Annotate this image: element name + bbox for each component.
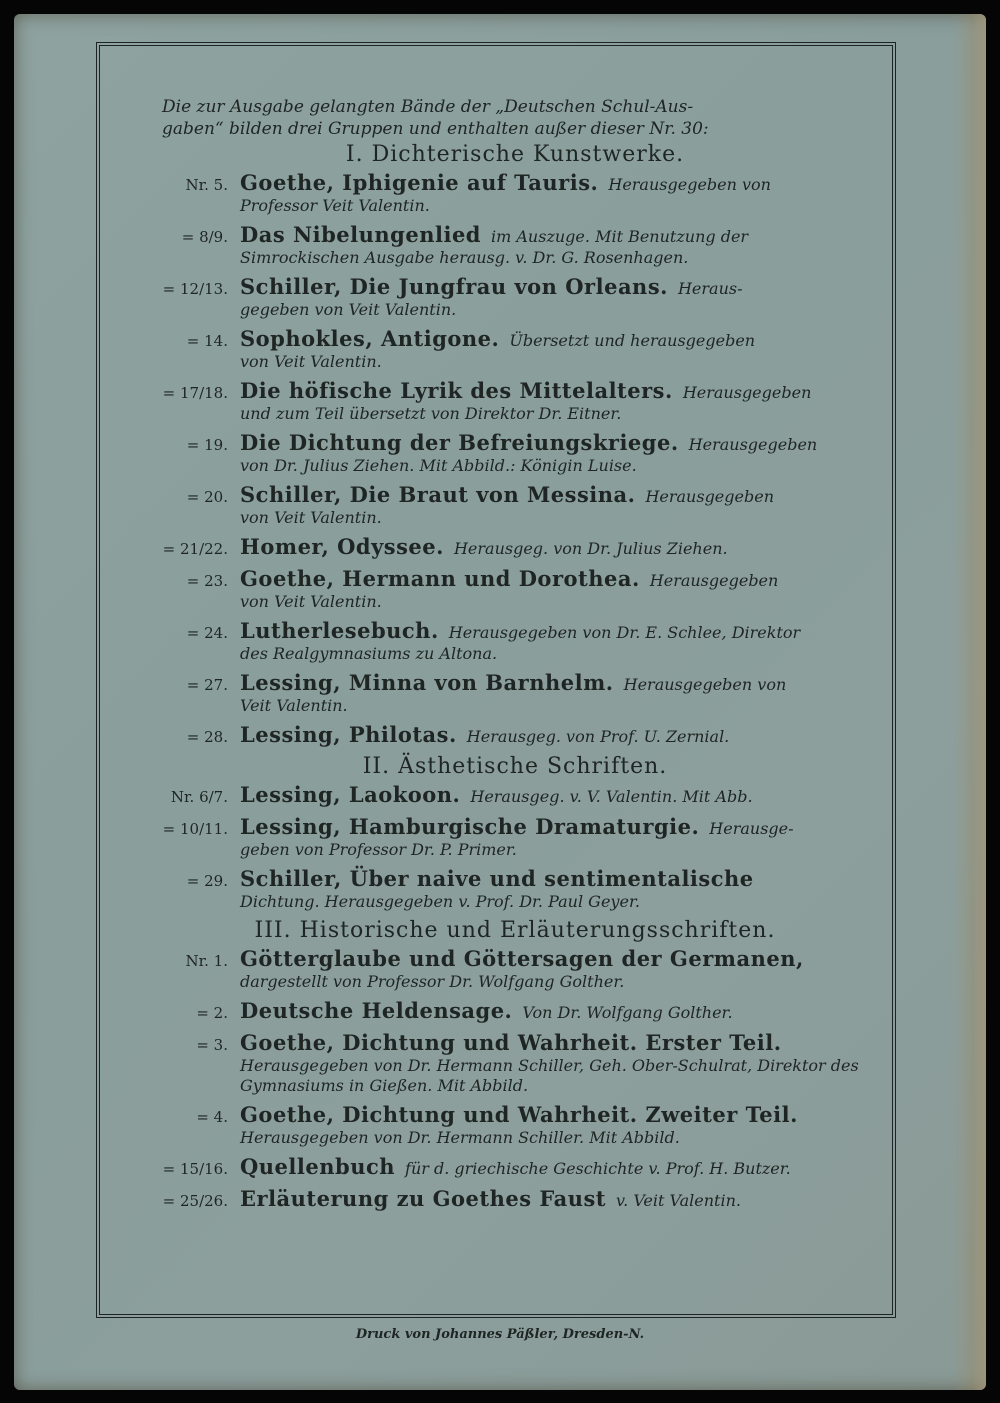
volume-title: Schiller, Die Jungfrau von Orleans. <box>240 274 668 299</box>
volume-title: Die höfische Lyrik des Mittelalters. <box>240 378 673 403</box>
catalogue-entry <box>150 1188 880 1212</box>
volume-description-continued: geben von Professor Dr. P. Primer. <box>240 840 517 859</box>
catalogue-entry <box>150 620 880 664</box>
volume-number: = 21/22. <box>162 540 228 558</box>
volume-title: Goethe, Dichtung und Wahrheit. Erster Teil. <box>240 1030 782 1055</box>
volume-number: = 2. <box>196 1004 228 1022</box>
volume-number: = 8/9. <box>181 228 228 246</box>
volume-description-continued: und zum Teil übersetzt von Direktor Dr. Eitner. <box>240 404 622 423</box>
volume-description: Herausgegeben <box>688 435 818 454</box>
volume-description-continued: gegeben von Veit Valentin. <box>240 300 457 319</box>
volume-title: Götterglaube und Göttersagen der Germanen, <box>240 946 804 971</box>
volume-description: v. Veit Valentin. <box>616 1191 741 1210</box>
volume-description-continued: Herausgegeben von Dr. Hermann Schiller. Mit Abbild. <box>240 1128 680 1147</box>
catalogue-entry <box>150 224 880 268</box>
volume-description: Heraus- <box>677 279 743 298</box>
entry-first-line <box>150 484 880 508</box>
volume-number: = 12/13. <box>162 280 228 298</box>
volume-title: Das Nibelungenlied <box>240 222 481 247</box>
volume-description: Von Dr. Wolfgang Golther. <box>522 1003 733 1022</box>
entry-first-line <box>150 536 880 560</box>
printer-imprint: Druck von Johannes Päßler, Dresden-N. <box>355 1327 645 1342</box>
volume-description-continued: von Veit Valentin. <box>240 352 382 371</box>
volume-title: Goethe, Dichtung und Wahrheit. Zweiter Teil. <box>240 1102 798 1127</box>
catalogue-entry <box>150 276 880 320</box>
catalogue-entry <box>150 672 880 716</box>
volume-number: = 17/18. <box>162 384 228 402</box>
volume-description: Herausgegeben von <box>608 175 771 194</box>
volume-title: Deutsche Heldensage. <box>240 998 513 1023</box>
entry-first-line <box>150 224 880 248</box>
catalogue-entry <box>150 1032 880 1096</box>
catalogue-entry <box>150 724 880 748</box>
entry-first-line <box>150 1032 880 1056</box>
volume-title: Goethe, Hermann und Dorothea. <box>240 566 640 591</box>
volume-number: = 29. <box>186 872 228 890</box>
catalogue-entry <box>150 816 880 860</box>
catalogue-entry <box>150 432 880 476</box>
volume-description-continued: des Realgymnasiums zu Altona. <box>240 644 498 663</box>
volume-description-continued: von Veit Valentin. <box>240 592 382 611</box>
volume-number: = 24. <box>186 624 228 642</box>
intro-line-1: Die zur Ausgabe gelangten Bände der „Deutschen Schul-Aus- <box>162 97 694 117</box>
volume-description-continued: von Veit Valentin. <box>240 508 382 527</box>
entry-first-line <box>150 672 880 696</box>
volume-number: = 15/16. <box>162 1160 228 1178</box>
volume-number: Nr. 6/7. <box>170 788 228 806</box>
catalogue-entry <box>150 784 880 808</box>
volume-description-continued: Dichtung. Herausgegeben v. Prof. Dr. Paul Geyer. <box>240 892 640 911</box>
volume-description: Herausgegeben <box>649 571 779 590</box>
entry-first-line <box>150 868 880 892</box>
volume-number: = 27. <box>186 676 228 694</box>
volume-title: Lutherlesebuch. <box>240 618 439 643</box>
catalogue-entry <box>150 1104 880 1148</box>
intro-paragraph <box>162 96 880 140</box>
catalogue-entry <box>150 172 880 216</box>
volume-title: Erläuterung zu Goethes Faust <box>240 1186 607 1211</box>
volume-title: Lessing, Laokoon. <box>240 782 461 807</box>
volume-number: = 4. <box>196 1108 228 1126</box>
entry-first-line <box>150 724 880 748</box>
catalogue-entry <box>150 328 880 372</box>
entry-first-line <box>150 1188 880 1212</box>
catalogue-entry <box>150 536 880 560</box>
catalogue-entry <box>150 1000 880 1024</box>
catalogue-entry <box>150 1156 880 1180</box>
volume-description: Herausgegeben <box>645 487 774 506</box>
volume-title: Sophokles, Antigone. <box>240 326 500 351</box>
volume-description-continued: dargestellt von Professor Dr. Wolfgang Golther. <box>240 972 625 991</box>
volume-description: Herausge- <box>709 819 794 838</box>
entry-first-line <box>150 568 880 592</box>
entry-first-line <box>150 1104 880 1128</box>
catalogue-entry <box>150 484 880 528</box>
volume-description: Herausgegeben von <box>623 675 787 694</box>
entry-first-line <box>150 432 880 456</box>
entry-first-line <box>150 816 880 840</box>
volume-title: Die Dichtung der Befreiungskriege. <box>240 430 679 455</box>
catalogue-entry <box>150 868 880 912</box>
entry-first-line <box>150 1000 880 1024</box>
volume-description: Übersetzt und herausgegeben <box>509 331 756 350</box>
volume-title: Schiller, Über naive und sentimentalische <box>240 866 754 891</box>
volume-description: Herausgegeben <box>682 383 812 402</box>
entry-first-line <box>150 172 880 196</box>
volume-description-continued: Herausgegeben von Dr. Hermann Schiller, Geh. Ober-Schulrat, Direktor des Gymnasiums in Gießen. Mit Abbild. <box>240 1056 859 1095</box>
volume-number: = 23. <box>186 572 228 590</box>
volume-number: Nr. 5. <box>185 176 228 194</box>
entry-first-line <box>150 784 880 808</box>
catalogue-entry <box>150 568 880 612</box>
entry-first-line <box>150 620 880 644</box>
volume-description: im Auszuge. Mit Benutzung der <box>491 227 749 246</box>
volume-number: = 28. <box>186 728 228 746</box>
volume-title: Lessing, Minna von Barnhelm. <box>240 670 614 695</box>
catalogue-text <box>150 96 880 1220</box>
section-heading: III. Historische und Erläuterungsschriften. <box>254 918 776 943</box>
volume-description-continued: Professor Veit Valentin. <box>240 196 430 215</box>
catalogue-groups <box>150 144 880 1212</box>
volume-description-continued: Veit Valentin. <box>240 696 348 715</box>
volume-description: Herausgeg. v. V. Valentin. Mit Abb. <box>470 787 753 806</box>
volume-description-continued: von Dr. Julius Ziehen. Mit Abbild.: Königin Luise. <box>240 456 637 475</box>
volume-number: = 3. <box>196 1036 228 1054</box>
entry-first-line <box>150 948 880 972</box>
intro-line-2: gaben“ bilden drei Gruppen und enthalten außer dieser Nr. 30: <box>162 119 709 139</box>
volume-number: = 14. <box>186 332 228 350</box>
volume-description: Herausgegeben von Dr. E. Schlee, Direktor <box>448 623 801 642</box>
catalogue-entry <box>150 948 880 992</box>
volume-title: Quellenbuch <box>240 1154 396 1179</box>
volume-title: Homer, Odyssee. <box>240 534 444 559</box>
volume-number: Nr. 1. <box>185 952 228 970</box>
volume-description: Herausgeg. von Dr. Julius Ziehen. <box>453 539 728 558</box>
entry-first-line <box>150 1156 880 1180</box>
volume-number: = 10/11. <box>162 820 228 838</box>
volume-title: Schiller, Die Braut von Messina. <box>240 482 636 507</box>
entry-first-line <box>150 328 880 352</box>
volume-description: Herausgeg. von Prof. U. Zernial. <box>466 727 730 746</box>
volume-description: für d. griechische Geschichte v. Prof. H. Butzer. <box>405 1159 791 1178</box>
volume-number: = 20. <box>186 488 228 506</box>
volume-description-continued: Simrockischen Ausgabe herausg. v. Dr. G. Rosenhagen. <box>240 248 689 267</box>
section-heading: I. Dichterische Kunstwerke. <box>345 142 685 167</box>
volume-title: Goethe, Iphigenie auf Tauris. <box>240 170 599 195</box>
volume-title: Lessing, Hamburgische Dramaturgie. <box>240 814 700 839</box>
entry-first-line <box>150 380 880 404</box>
section-heading: II. Ästhetische Schriften. <box>362 754 668 779</box>
entry-first-line <box>150 276 880 300</box>
volume-number: = 19. <box>186 436 228 454</box>
volume-number: = 25/26. <box>162 1192 228 1210</box>
volume-title: Lessing, Philotas. <box>240 722 457 747</box>
catalogue-entry <box>150 380 880 424</box>
